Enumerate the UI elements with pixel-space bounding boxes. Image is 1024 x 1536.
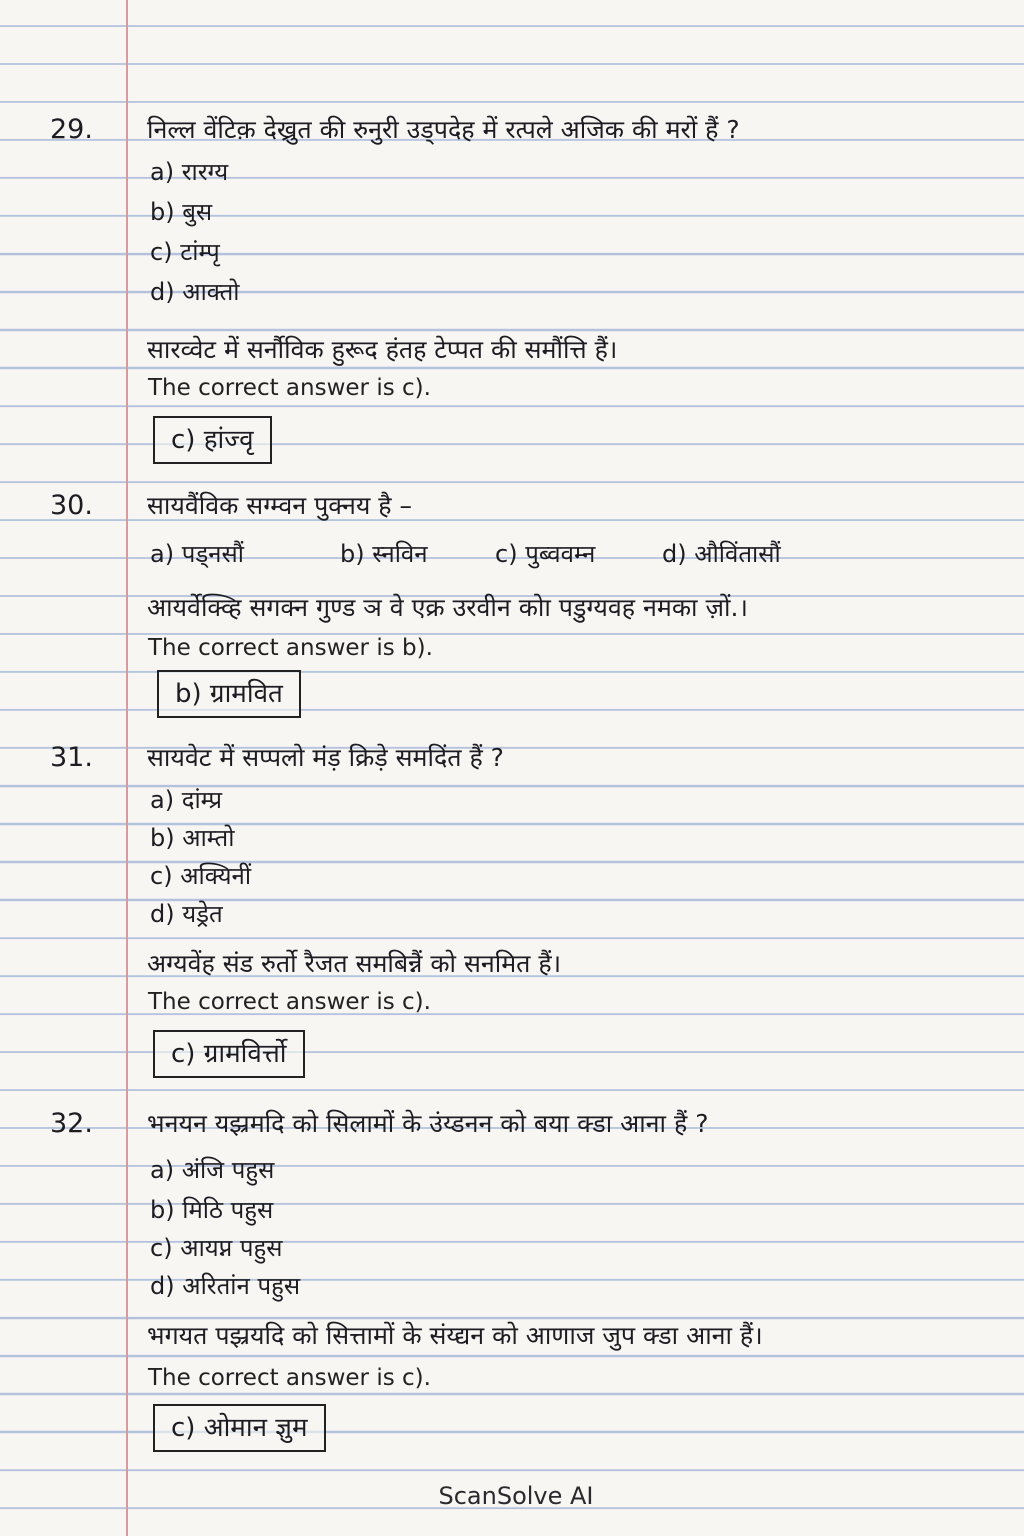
- options-row: [150, 536, 1010, 576]
- answer-box: b) ग्रामवित: [157, 670, 301, 718]
- option-d: d) आक्तो: [150, 278, 240, 306]
- option-a: a) अंजि पहुस: [150, 1156, 275, 1184]
- option-d: d) औविंतासौं: [662, 540, 781, 568]
- option-b: b) आम्तो: [150, 824, 235, 852]
- question-number: 31.: [50, 742, 93, 773]
- question-number: 32.: [50, 1108, 93, 1139]
- question-number: 29.: [50, 114, 93, 145]
- correct-answer-text: The correct answer is c).: [148, 1365, 431, 1391]
- option-b: b) स्नविन: [340, 540, 428, 568]
- option-b: b) बुस: [150, 198, 213, 226]
- question-number: 30.: [50, 490, 93, 521]
- option-c: c) टांम्पृ: [150, 238, 220, 266]
- question-text: सायवेट में सप्पलो मंड़ क्रिड़े समदिंत हैं ?: [147, 743, 504, 772]
- footer-brand: ScanSolve AI: [438, 1482, 594, 1510]
- explanation: भगयत पझ्रयदि को सित्तामों के संय्द्यन को आणाज जुप क्डा आना हैं।: [147, 1321, 763, 1350]
- question-text: सायवैंविक सग्म्वन पुक्नय है –: [147, 491, 413, 520]
- option-c: c) अक्यिनीं: [150, 862, 252, 890]
- correct-answer-text: The correct answer is c).: [148, 989, 431, 1015]
- option-c: c) आयप्न पहुस: [150, 1234, 283, 1262]
- answer-box: c) ग्रामविर्त्तो: [153, 1030, 305, 1078]
- explanation: आयर्वेक्व्हि सगक्न गुण्ड ञ वे एक्र उरवीन कोा पडुग्यवह नमका ज़ों.।: [147, 593, 748, 622]
- margin-line: [126, 0, 128, 1536]
- option-d: d) अरितांन पहुस: [150, 1272, 301, 1300]
- option-a: a) रारग्य: [150, 158, 229, 186]
- correct-answer-text: The correct answer is c).: [148, 375, 431, 401]
- option-a: a) पड्नसौं: [150, 540, 244, 568]
- answer-box: c) हांज्वृ: [153, 416, 272, 464]
- explanation: सारव्वेट में सर्नौविक हुरूद हंतह टेप्पत की समौंत्ति हैं।: [147, 335, 618, 364]
- option-b: b) मिठि पहुस: [150, 1196, 274, 1224]
- question-text: निल्ल वेंटिक़ देख्रुत की रुनुरी उड्पदेह में रत्पले अजिक की मरों हैं ?: [147, 115, 740, 144]
- explanation: अग्यवेंह संड रुर्तो रैजत समबिन्नैं को सनमित हैं।: [147, 949, 562, 978]
- option-a: a) दांम्प्र: [150, 786, 222, 814]
- question-text: भनयन यझ्रमदि को सिलामों के उंय्डनन को बया क्डा आना हैं ?: [147, 1109, 709, 1138]
- option-c: c) पुब्ववम्न: [495, 540, 596, 568]
- option-d: d) यड्रेत: [150, 900, 223, 928]
- answer-box: c) ओमान ज्ञुम: [153, 1404, 326, 1452]
- correct-answer-text: The correct answer is b).: [148, 635, 433, 661]
